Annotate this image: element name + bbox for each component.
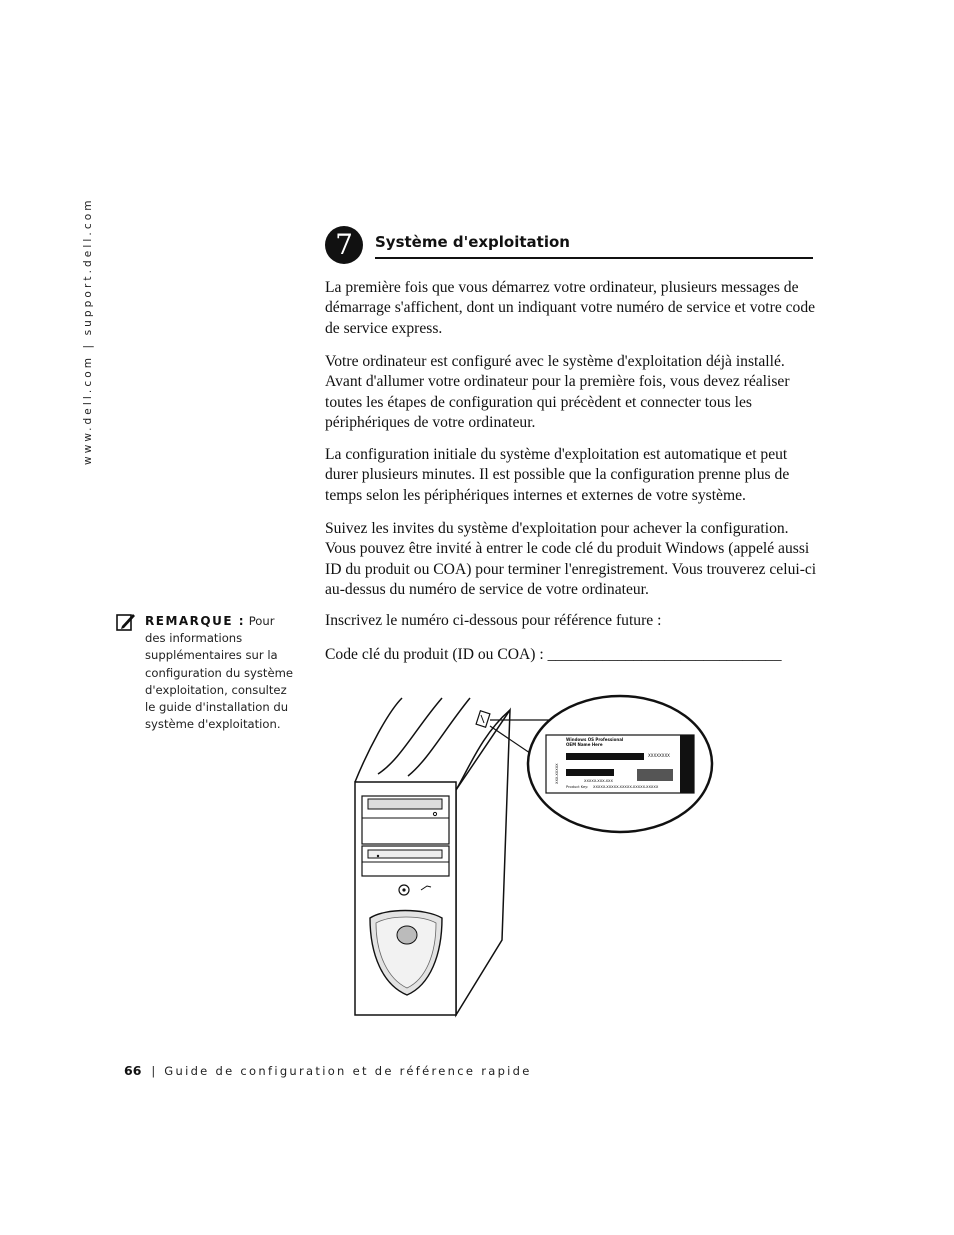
footer-title: Guide de configuration et de référence rapide [164, 1064, 532, 1078]
coa-line2: OEM Name Here [566, 742, 603, 747]
sidebar-url: www.dell.com | support.dell.com [82, 197, 94, 465]
dell-logo-icon [397, 926, 417, 944]
page-footer [124, 1063, 532, 1078]
section-heading: Système d'exploitation [375, 233, 813, 259]
paragraph-startup-messages: La première fois que vous démarrez votre ordinateur, plusieurs messages de démarrage s'affichent, dont un indiquant votre numéro de service et votre code de service express. [325, 279, 816, 337]
note-box [145, 613, 297, 733]
note-text: Pour des informations supplémentaires sur la configuration du système d'exploitation, consultez le guide d'installation du système d'exploitation. [145, 614, 294, 732]
step-number-badge: 7 [325, 226, 363, 264]
paragraph-preinstalled-os: Votre ordinateur est configuré avec le système d'exploitation déjà installé. Avant d'allumer votre ordinateur pour la première fois, vous devez réaliser toutes les étapes de configuration qui précèdent et connecter tous les périphériques de votre ordinateur. [325, 353, 790, 432]
paragraph-record-number: Inscrivez le numéro ci-dessous pour référence future : [325, 612, 662, 629]
paragraph-prompts: Suivez les invites du système d'exploitation pour achever la configuration. Vous pouvez être invité à entrer le code clé du produit Windows (appelé aussi ID du produit ou COA) pour terminer l'enregistrement. Vous trouverez celui-ci au-dessus du numéro de service de votre ordinateur. [325, 520, 817, 599]
page-number: 66 [124, 1063, 142, 1078]
footer-separator: | [151, 1064, 156, 1078]
coa-line1: Windows OS Professional [566, 737, 624, 742]
note-pencil-icon [116, 612, 136, 632]
coa-code-right: XXXXXXXX [648, 753, 670, 758]
product-key-line: Code clé du produit (ID ou COA) : ______________________________ [325, 646, 782, 663]
note-label: REMARQUE : [145, 614, 246, 628]
paragraph-initial-setup: La configuration initiale du système d'exploitation est automatique et peut durer plusieurs minutes. Il est possible que la configuration prenne plus de temps selon les périphériques internes et externes de votre système. [325, 446, 790, 504]
computer-coa-illustration [350, 690, 720, 1025]
coa-small-code: XXXXX-XXX-XXX [584, 779, 613, 783]
coa-product-key: XXXXX-XXXXX-XXXXX-XXXXX-XXXXX [593, 785, 659, 789]
tower-side-panel [456, 710, 510, 1015]
coa-product-key-label: Product Key: [566, 785, 589, 789]
coa-vertical-code: XXX-XXXXX [555, 763, 559, 784]
